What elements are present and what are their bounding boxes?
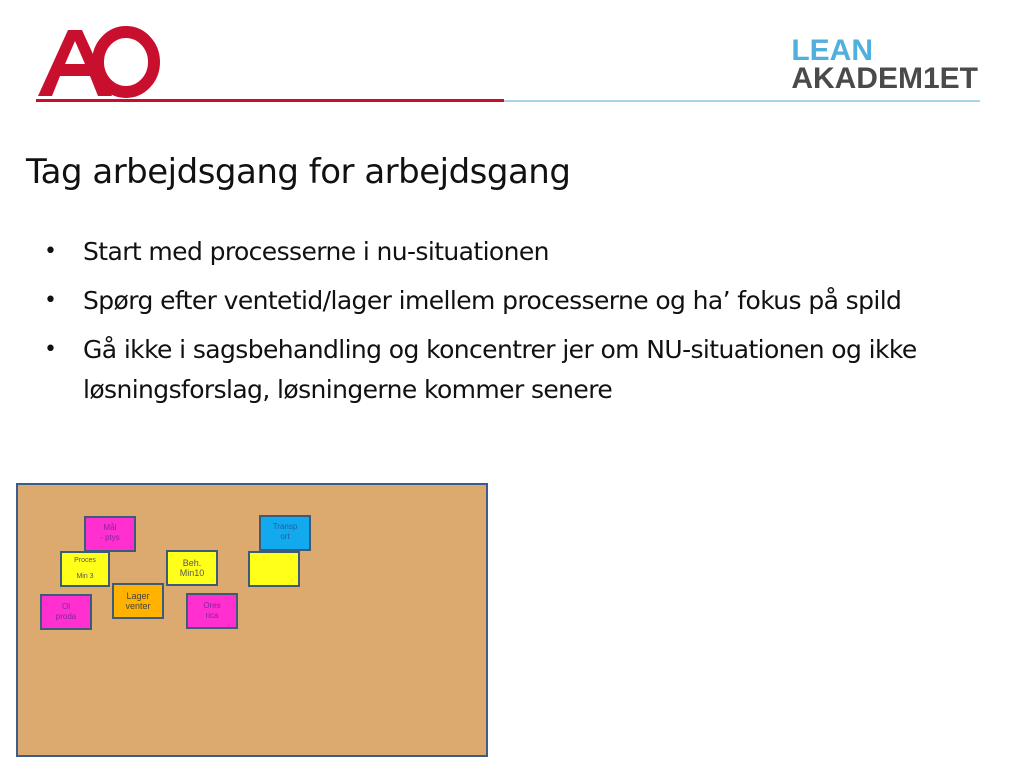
- lean-akademiet-logo: [791, 36, 978, 94]
- note-line: venter: [125, 601, 151, 611]
- note-line: Min 3: [76, 573, 94, 580]
- note-line: Ores: [203, 601, 221, 610]
- note-line: rica: [205, 611, 219, 620]
- note-line: Ol: [62, 602, 70, 611]
- process-board-image: [16, 483, 488, 757]
- bullet-item: [44, 330, 994, 410]
- sticky-note-magenta: [40, 594, 92, 630]
- header-rule-red: [36, 99, 504, 102]
- bullet-item: [44, 232, 994, 272]
- header-rule-blue: [504, 100, 980, 102]
- sticky-note-magenta: [84, 516, 136, 552]
- sticky-note-orange: [112, 583, 164, 619]
- bullet-item: [44, 281, 994, 321]
- bullet-list: [44, 232, 994, 419]
- note-line: Proces: [74, 557, 96, 564]
- note-line: proda: [55, 612, 77, 621]
- sticky-note-magenta: [186, 593, 238, 629]
- note-line: - ptys: [100, 533, 120, 542]
- bullet-text: Start med processerne i nu-situationen: [83, 237, 549, 266]
- note-line: Beh.: [182, 558, 202, 568]
- bullet-text: Spørg efter ventetid/lager imellem processerne og ha’ fokus på spild: [83, 286, 902, 315]
- note-line: ort: [280, 532, 290, 541]
- note-line: Mål: [103, 523, 117, 532]
- note-line: Transp: [272, 522, 298, 531]
- sticky-note-cyan: [259, 515, 311, 551]
- bullet-dot-icon: •: [44, 337, 57, 362]
- sticky-note-yellow: [60, 551, 110, 587]
- ao-logo: [34, 24, 164, 100]
- logo-lean-text: LEAN: [791, 34, 873, 67]
- bullet-text: Gå ikke i sagsbehandling og koncentrer jer om NU-situationen og ikke løsningsforslag, løsningerne kommer senere: [83, 335, 917, 404]
- bullet-dot-icon: •: [44, 239, 57, 264]
- bullet-dot-icon: •: [44, 288, 57, 313]
- slide-title: Tag arbejdsgang for arbejdsgang: [26, 152, 571, 192]
- note-line: Min10: [179, 568, 205, 578]
- sticky-note-yellow: [248, 551, 300, 587]
- note-line: Lager: [126, 591, 150, 601]
- logo-akademiet-text: AKADEM1ET: [791, 62, 978, 95]
- sticky-note-yellow: [166, 550, 218, 586]
